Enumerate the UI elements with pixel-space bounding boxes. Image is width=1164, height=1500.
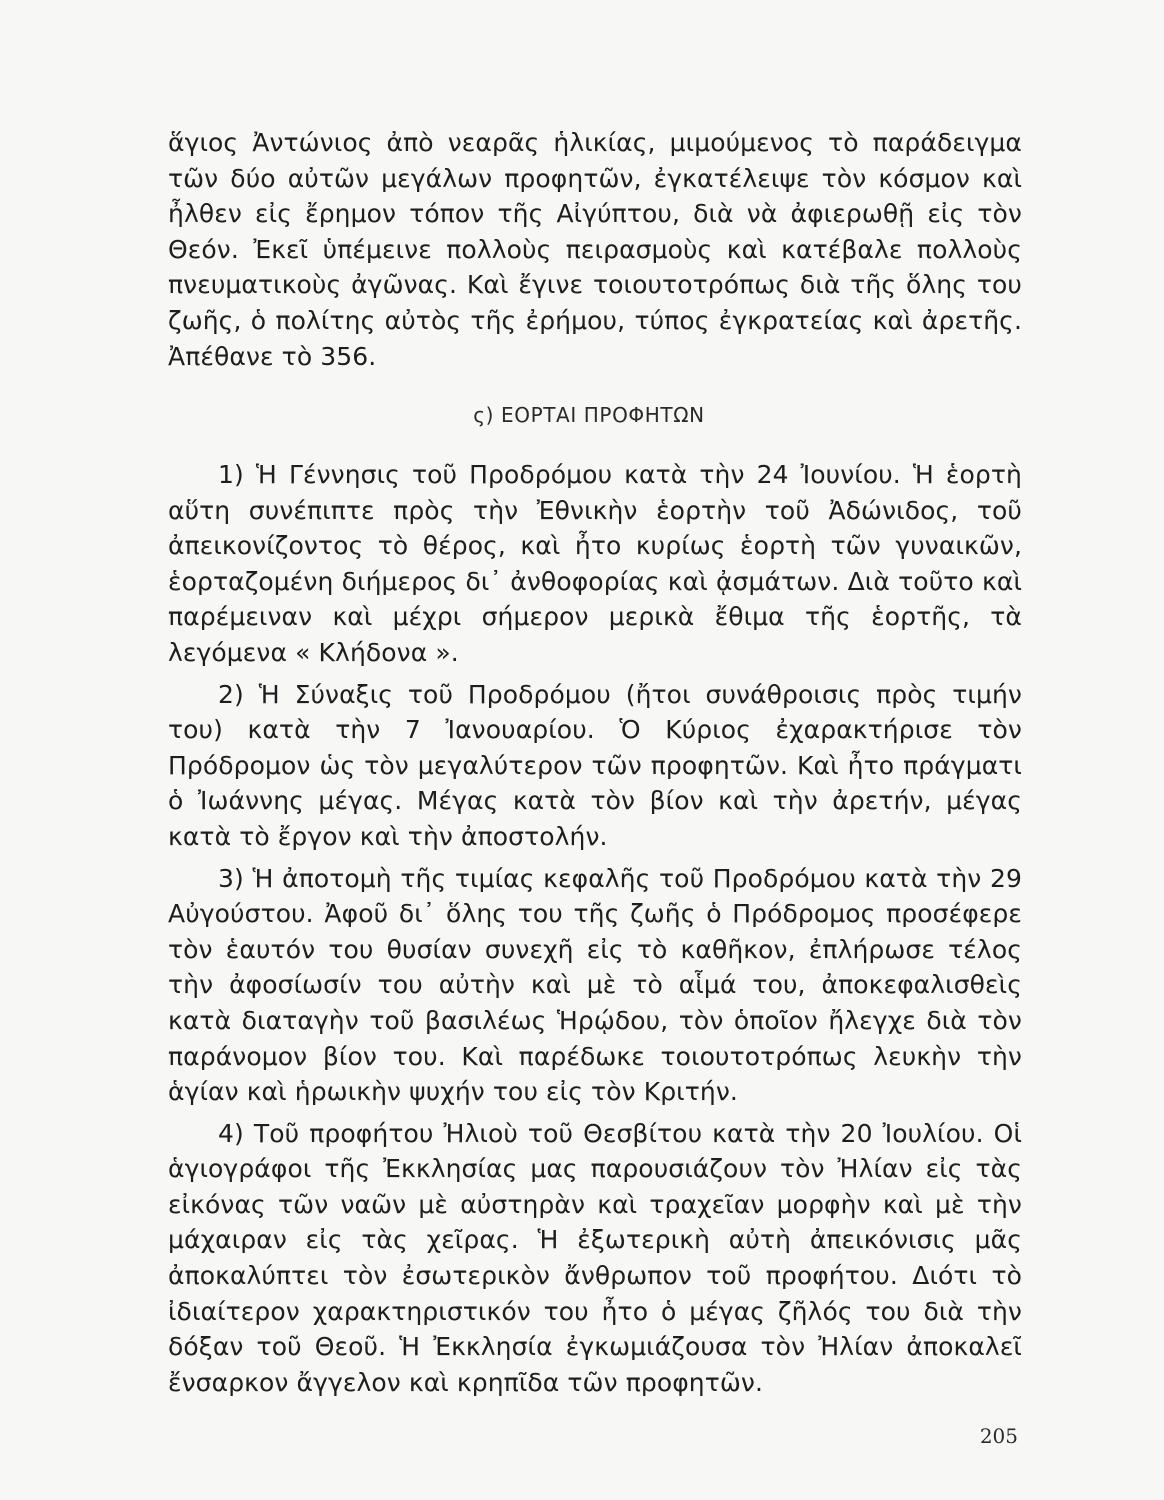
feasts-text-block	[168, 457, 1022, 1406]
intro-text-block	[168, 125, 1022, 380]
paragraph-feast-1: 1) Ἡ Γέννησις τοῦ Προδρόμου κατὰ τὴν 24 Ἰουνίου. Ἡ ἑορτὴ αὕτη συνέπιπτε πρὸς τὴν Ἐθνικὴν ἑορτὴν τοῦ Ἀδώνιδος, τοῦ ἀπεικονίζοντος τὸ θέρος, καὶ ἦτο κυρίως ἑορτὴ τῶν γυναικῶν, ἑορταζομένη διήμερος δι᾿ ἀνθοφορίας καὶ ᾀσμάτων. Διὰ τοῦτο καὶ παρέμειναν καὶ μέχρι σήμερον μερικὰ ἔθιμα τῆς ἑορτῆς, τὰ λεγόμενα « Κλήδονα ».	[168, 460, 1022, 667]
paragraph-feast-2: 2) Ἡ Σύναξις τοῦ Προδρόμου (ἤτοι συνάθροισις πρὸς τιμήν του) κατὰ τὴν 7 Ἰανουαρίου. Ὁ Κύριος ἐχαρακτήρισε τὸν Πρόδρομον ὡς τὸν μεγαλύτερον τῶν προφητῶν. Καὶ ἦτο πράγματι ὁ Ἰωάννης μέγας. Μέγας κατὰ τὸν βίον καὶ τὴν ἀρετήν, μέγας κατὰ τὸ ἔργον καὶ τὴν ἀποστολήν.	[168, 679, 1022, 851]
section-heading: ς) ΕΟΡΤΑΙ ΠΡΟΦΗΤΩΝ	[473, 403, 705, 427]
paragraph-feast-3: 3) Ἡ ἀποτομὴ τῆς τιμίας κεφαλῆς τοῦ Προδρόμου κατὰ τὴν 29 Αὐγούστου. Ἀφοῦ δι᾿ ὅλης του τῆς ζωῆς ὁ Πρόδρομος προσέφερε τὸν ἑαυτόν του θυσίαν συνεχῆ εἰς τὸ καθῆκον, ἐπλήρωσε τέλος τὴν ἀφοσίωσίν του αὐτὴν καὶ μὲ τὸ αἷμά του, ἀποκεφαλισθεὶς κατὰ διαταγὴν τοῦ βασιλέως Ἡρῴδου, τὸν ὁποῖον ἤλεγχε διὰ τὸν παράνομον βίον του. Καὶ παρέδωκε τοιουτοτρόπως λευκὴν τὴν ἁγίαν καὶ ἡρωικὴν ψυχήν του εἰς τὸν Κριτήν.	[168, 863, 1022, 1107]
paragraph-feast-4: 4) Τοῦ προφήτου Ἠλιοὺ τοῦ Θεσβίτου κατὰ τὴν 20 Ἰουλίου. Οἱ ἁγιογράφοι τῆς Ἐκκλησίας μας παρουσιάζουν τὸν Ἠλίαν εἰς τὰς εἰκόνας τῶν ναῶν μὲ αὐστηρὰν καὶ τραχεῖαν μορφὴν καὶ μὲ τὴν μάχαιραν εἰς τὰς χεῖρας. Ἡ ἐξωτερικὴ αὐτὴ ἀπεικόνισις μᾶς ἀποκαλύπτει τὸν ἐσωτερικὸν ἄνθρωπον τοῦ προφήτου. Διότι τὸ ἰδιαίτερον χαρακτηριστικόν του ἦτο ὁ μέγας ζῆλός του διὰ τὴν δόξαν τοῦ Θεοῦ. Ἡ Ἐκκλησία ἐγκωμιάζουσα τὸν Ἠλίαν ἀποκαλεῖ ἔνσαρκον ἄγγελον καὶ κρηπῖδα τῶν προφητῶν.	[168, 1118, 1022, 1397]
page-number: 205	[979, 1424, 1018, 1448]
intro-paragraph: ἅγιος Ἀντώνιος ἀπὸ νεαρᾶς ἡλικίας, μιμούμενος τὸ παράδειγμα τῶν δύο αὐτῶν μεγάλων προφητῶν, ἐγκατέλειψε τὸν κόσμον καὶ ἦλθεν εἰς ἔρημον τόπον τῆς Αἰγύπτου, διὰ νὰ ἀφιερωθῇ εἰς τὸν Θεόν. Ἐκεῖ ὑπέμεινε πολλοὺς πειρασμοὺς καὶ κατέβαλε πολλοὺς πνευματικοὺς ἀγῶνας. Καὶ ἔγινε τοιουτοτρόπως διὰ τῆς ὅλης του ζωῆς, ὁ πολίτης αὐτὸς τῆς ἐρήμου, τύπος ἐγκρατείας καὶ ἀρετῆς. Ἀπέθανε τὸ 356.	[168, 128, 1022, 371]
